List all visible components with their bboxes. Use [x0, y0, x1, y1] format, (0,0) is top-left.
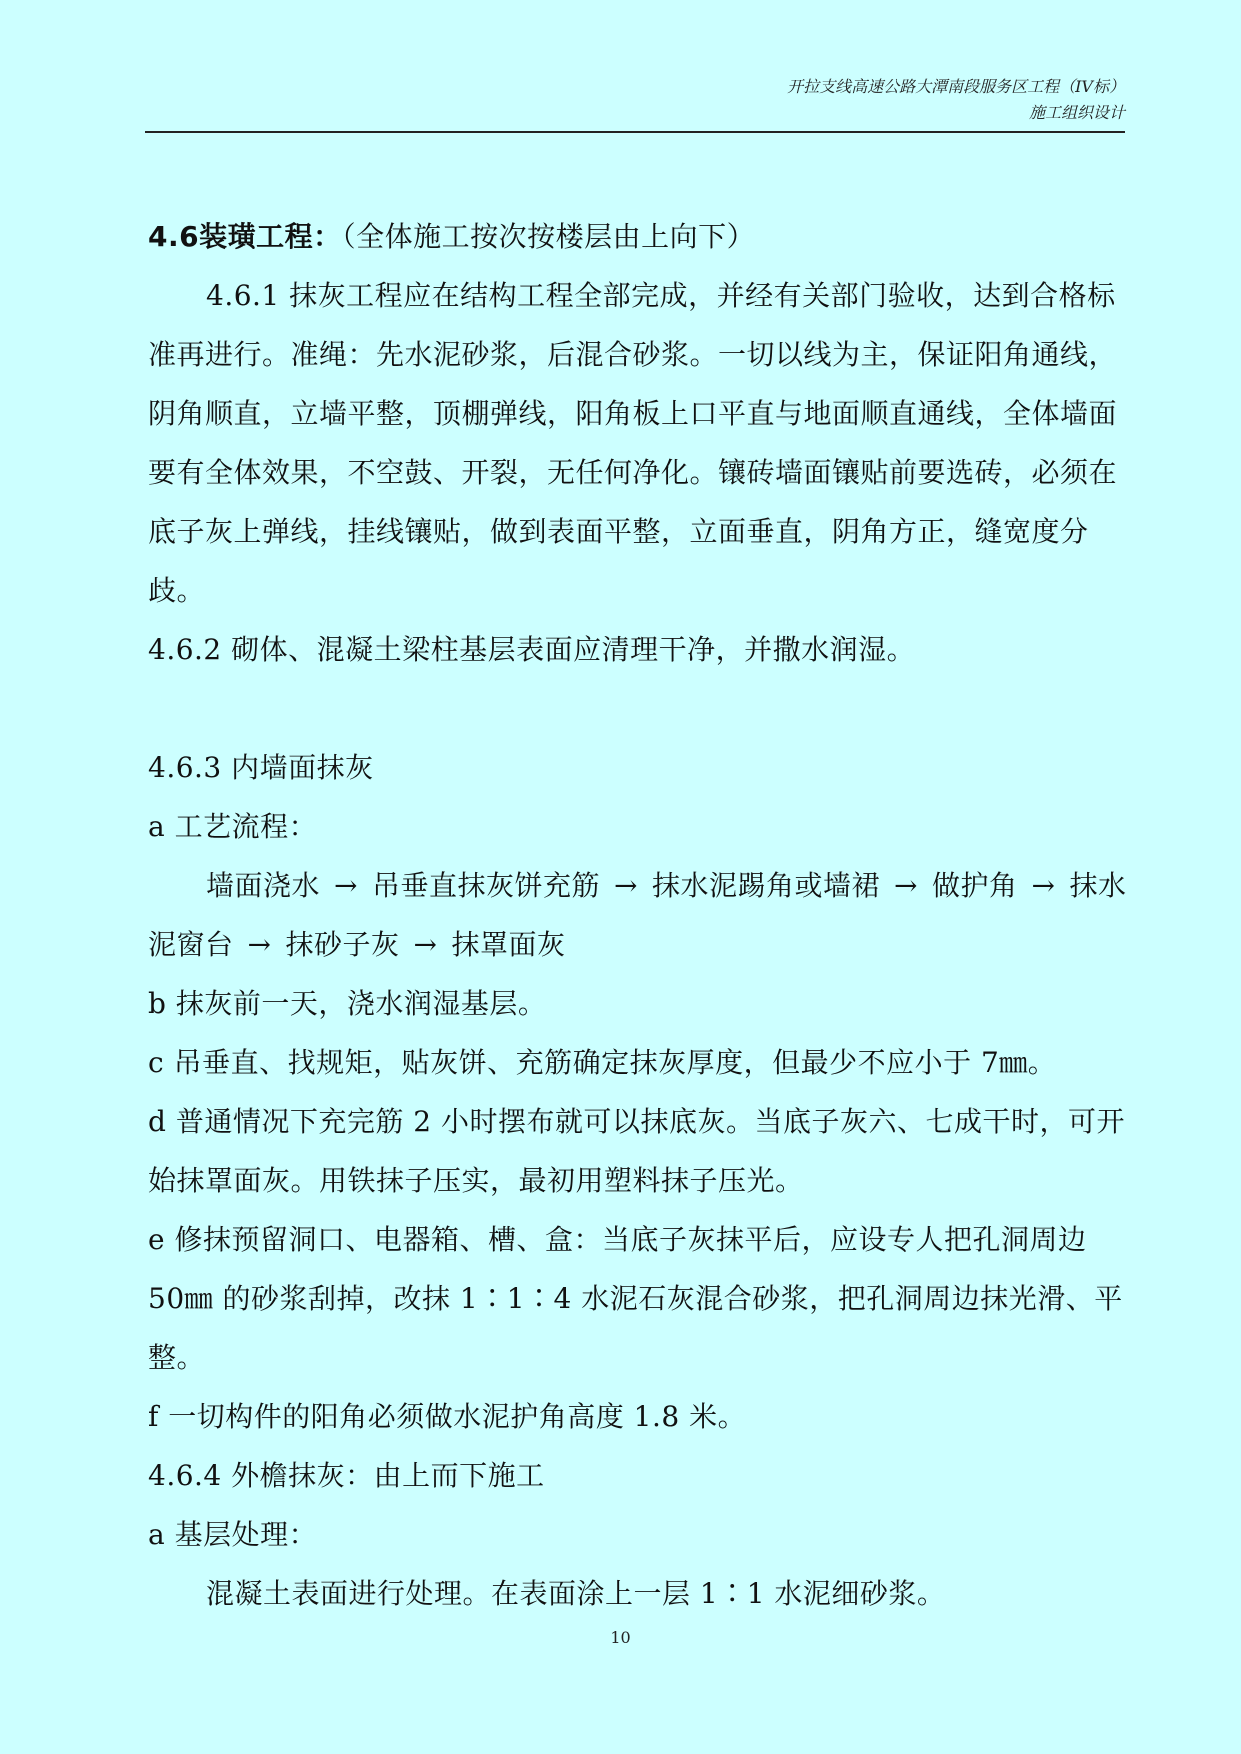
section-heading-title: 装璜工程：	[199, 220, 342, 253]
item-a2-title: a 基层处理：	[148, 1518, 318, 1551]
flow-step: 做护角	[931, 869, 1018, 902]
item-b: b 抹灰前一天，浇水润湿基层。	[148, 987, 547, 1020]
header-document-type: 施工组织设计	[1028, 103, 1125, 122]
flow-arrow: →	[413, 928, 438, 961]
process-flow	[148, 856, 1128, 974]
document-body	[148, 207, 1128, 1623]
blank-line	[148, 679, 1128, 738]
paragraph-4-6-3: 4.6.3 内墙面抹灰	[148, 751, 374, 784]
flow-step: 抹水泥踢角或墙裙	[651, 869, 880, 902]
flow-arrow: →	[247, 928, 272, 961]
item-a-title: a 工艺流程：	[148, 810, 318, 843]
item-a2-text: 混凝土表面进行处理。在表面涂上一层 1∶1 水泥细砂浆。	[206, 1577, 946, 1610]
flow-arrow: →	[893, 869, 918, 902]
section-heading-number: 4.6	[148, 220, 200, 253]
flow-step: 吊垂直抹灰饼充筋	[371, 869, 600, 902]
flow-arrow: →	[614, 869, 638, 902]
header-project-title: 开拉支线高速公路大潭南段服务区工程（IV标）	[787, 77, 1125, 96]
flow-step: 抹罩面灰	[451, 928, 566, 961]
paragraph-4-6-1: 4.6.1 抹灰工程应在结构工程全部完成，并经有关部门验收，达到合格标准再进行。准绳：先水泥砂浆，后混合砂浆。一切以线为主，保证阳角通线，阴角顺直，立墙平整，顶棚弹线，阳角板上口平直与地面顺直通线，全体墙面要有全体效果，不空鼓、开裂，无任何净化。镶砖墙面镶贴前要选砖，必须在底子灰上弹线，挂线镶贴，做到表面平整，立面垂直，阴角方正，缝宽度分歧。	[148, 279, 1118, 607]
item-e: e 修抹预留洞口、电器箱、槽、盒：当底子灰抹平后，应设专人把孔洞周边 50㎜ 的砂浆刮掉，改抹 1∶1∶4 水泥石灰混合砂浆，把孔洞周边抹光滑、平整。	[148, 1223, 1123, 1374]
item-c: c 吊垂直、找规矩，贴灰饼、充筋确定抹灰厚度，但最少不应小于 7㎜。	[148, 1046, 1057, 1079]
section-heading-note: （全体施工按次按楼层由上向下）	[341, 220, 756, 253]
flow-arrow: →	[334, 869, 358, 902]
page-header	[145, 74, 1125, 126]
paragraph-4-6-2: 4.6.2 砌体、混凝土梁柱基层表面应清理干净，并撒水润湿。	[148, 633, 916, 666]
flow-step: 抹砂子灰	[285, 928, 400, 961]
flow-step: 墙面浇水	[206, 869, 321, 902]
flow-step: 抹水泥窗台	[148, 869, 1127, 961]
item-f: f 一切构件的阳角必须做水泥护角高度 1.8 米。	[148, 1400, 747, 1433]
paragraph-4-6-4: 4.6.4 外檐抹灰：由上而下施工	[148, 1459, 545, 1492]
page-number: 10	[610, 1628, 631, 1647]
flow-arrow: →	[1031, 869, 1056, 902]
header-divider	[145, 131, 1125, 133]
section-heading	[148, 207, 1128, 266]
item-d: d 普通情况下充完筋 2 小时摆布就可以抹底灰。当底子灰六、七成干时，可开始抹罩面灰。用铁抹子压实，最初用塑料抹子压光。	[148, 1105, 1125, 1197]
